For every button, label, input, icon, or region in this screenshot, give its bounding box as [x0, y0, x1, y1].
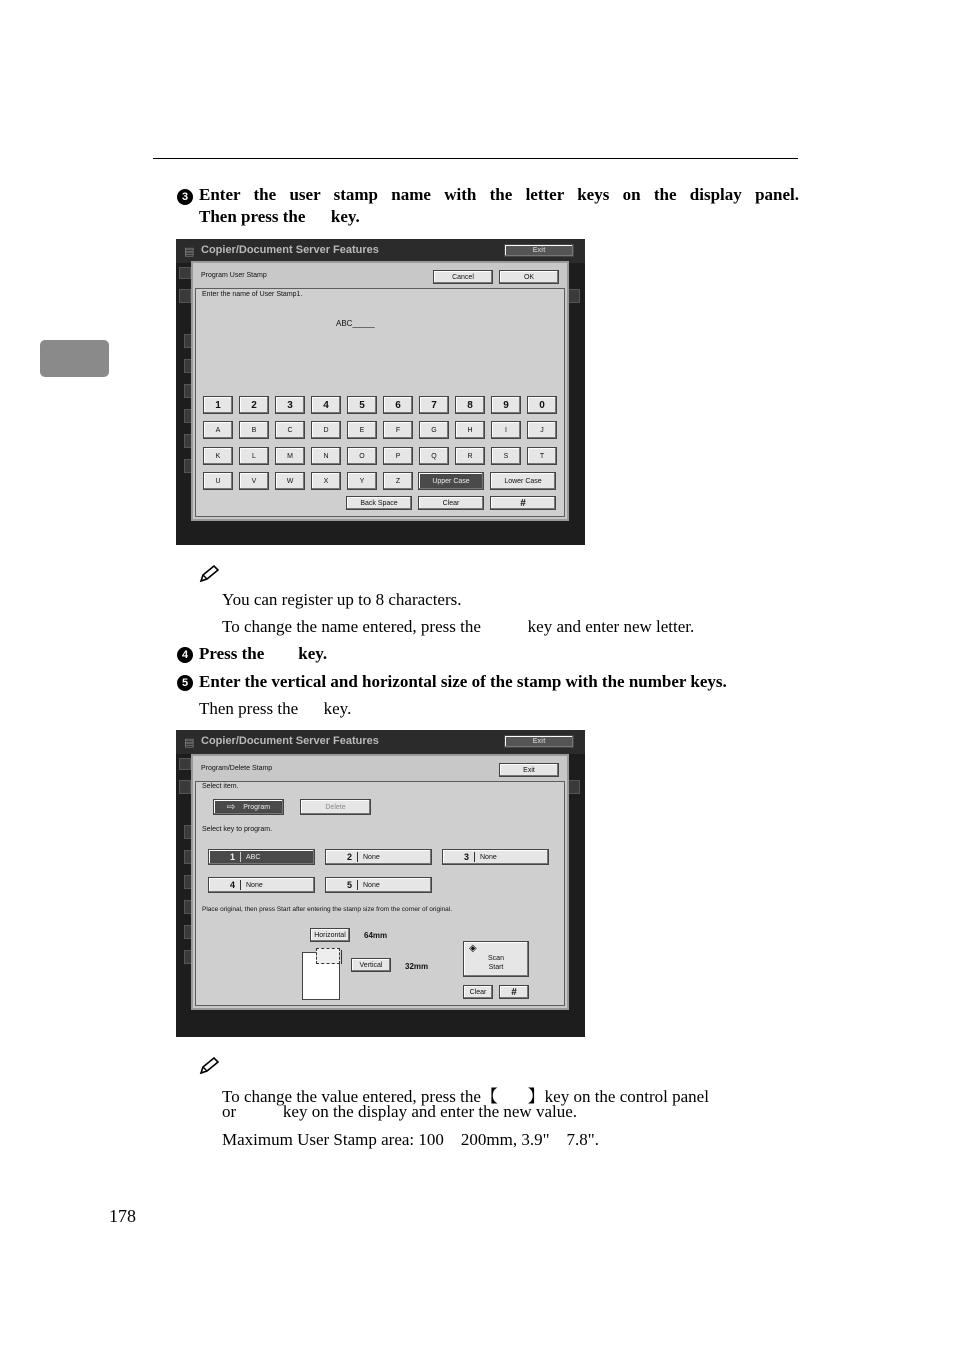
key-k[interactable]: K: [203, 447, 233, 465]
key-7[interactable]: 7: [419, 396, 449, 414]
stamp-key-3[interactable]: [442, 849, 549, 865]
clear-button[interactable]: Clear: [463, 985, 493, 999]
key-5[interactable]: 5: [347, 396, 377, 414]
stamp-key-number: 4: [229, 880, 235, 890]
horizontal-button[interactable]: Horizontal: [310, 928, 350, 942]
stamp-key-value: ABC: [246, 853, 261, 861]
step-4-text: Press the key.: [199, 644, 328, 663]
key-o[interactable]: O: [347, 447, 377, 465]
title-text: Copier/Document Server Features: [201, 244, 379, 256]
key-u[interactable]: U: [203, 472, 233, 490]
key-s[interactable]: S: [491, 447, 521, 465]
key-f[interactable]: F: [383, 421, 413, 439]
title-bar: [176, 239, 585, 263]
stamp-key-value: None: [363, 853, 380, 861]
key-d[interactable]: D: [311, 421, 341, 439]
header-rule: [153, 158, 798, 159]
key-c[interactable]: C: [275, 421, 305, 439]
screen-program-delete-stamp: [176, 730, 585, 1037]
exit-button[interactable]: Exit: [504, 735, 574, 748]
cancel-button[interactable]: Cancel: [433, 270, 493, 284]
menu-icon: ▤: [184, 737, 195, 749]
diamond-start-icon: ◈: [469, 943, 477, 954]
key-m[interactable]: M: [275, 447, 305, 465]
dialog: [191, 261, 569, 521]
key-x[interactable]: X: [311, 472, 341, 490]
key-a[interactable]: A: [203, 421, 233, 439]
scan-start-button[interactable]: [463, 941, 529, 977]
key-z[interactable]: Z: [383, 472, 413, 490]
back-space-button[interactable]: Back Space: [346, 496, 412, 510]
title-text: Copier/Document Server Features: [201, 735, 379, 747]
dialog-title: Program/Delete Stamp: [201, 765, 273, 772]
scan-label: Scan: [488, 955, 504, 962]
page-number: 178: [109, 1206, 136, 1226]
step-3-number: 3: [177, 189, 193, 205]
step-3-text-line1: Enter the user stamp name with the letter keys on the display panel.: [199, 185, 799, 204]
side-tab: [179, 780, 191, 794]
screen-program-user-stamp: [176, 239, 585, 545]
key-0[interactable]: 0: [527, 396, 557, 414]
key-g[interactable]: G: [419, 421, 449, 439]
key-b[interactable]: B: [239, 421, 269, 439]
chapter-tab: [40, 340, 109, 377]
note-max-area: Maximum User Stamp area: 100 200mm, 3.9" 7.8".: [222, 1130, 599, 1149]
key-2[interactable]: 2: [239, 396, 269, 414]
hash-button[interactable]: #: [490, 496, 556, 510]
side-tab: [568, 289, 580, 303]
key-e[interactable]: E: [347, 421, 377, 439]
program-label: Program: [243, 803, 271, 811]
entry-area: [195, 288, 565, 517]
upper-case-button[interactable]: Upper Case: [418, 472, 484, 490]
stamp-key-number: 2: [346, 852, 352, 862]
stamp-key-number: 1: [229, 852, 235, 862]
dialog: [191, 754, 569, 1010]
key-h[interactable]: H: [455, 421, 485, 439]
pencil-note-icon: [199, 1057, 219, 1075]
title-bar: [176, 730, 585, 754]
key-q[interactable]: Q: [419, 447, 449, 465]
key-n[interactable]: N: [311, 447, 341, 465]
menu-icon: ▤: [184, 246, 195, 258]
stamp-key-4[interactable]: [208, 877, 315, 893]
key-y[interactable]: Y: [347, 472, 377, 490]
key-p[interactable]: P: [383, 447, 413, 465]
stamp-key-number: 5: [346, 880, 352, 890]
key-l[interactable]: L: [239, 447, 269, 465]
stamp-key-value: None: [246, 881, 263, 889]
arrow-right-icon: ⇨: [226, 801, 236, 813]
horizontal-value: 64mm: [364, 931, 388, 940]
size-marker-line: [341, 950, 342, 964]
key-j[interactable]: J: [527, 421, 557, 439]
lower-case-button[interactable]: Lower Case: [490, 472, 556, 490]
key-w[interactable]: W: [275, 472, 305, 490]
side-tab: [179, 289, 191, 303]
note-change-value-line1: To change the value entered, press the【 】key on the control panel: [222, 1087, 709, 1106]
dialog-title: Program User Stamp: [201, 272, 267, 279]
exit-button[interactable]: Exit: [504, 244, 574, 257]
key-4[interactable]: 4: [311, 396, 341, 414]
key-9[interactable]: 9: [491, 396, 521, 414]
key-t[interactable]: T: [527, 447, 557, 465]
key-8[interactable]: 8: [455, 396, 485, 414]
name-entry-field[interactable]: ABC_____: [336, 319, 375, 328]
step-5-number: 5: [177, 675, 193, 691]
vertical-value: 32mm: [405, 962, 429, 971]
select-item-text: Select item.: [202, 783, 239, 790]
step-4-number: 4: [177, 647, 193, 663]
stamp-key-5[interactable]: [325, 877, 432, 893]
note-max-characters: You can register up to 8 characters.: [222, 590, 462, 609]
stamp-key-2[interactable]: [325, 849, 432, 865]
hash-button[interactable]: #: [499, 985, 529, 999]
side-tab: [179, 758, 191, 770]
start-label: Start: [488, 964, 504, 971]
side-tab: [179, 267, 191, 279]
program-button[interactable]: [213, 799, 284, 815]
key-v[interactable]: V: [239, 472, 269, 490]
stamp-key-value: None: [363, 881, 380, 889]
stamp-preview-box: [316, 948, 340, 964]
stamp-key-value: None: [480, 853, 497, 861]
place-original-text: Place original, then press Start after entering the stamp size from the corner of original.: [202, 906, 453, 913]
key-r[interactable]: R: [455, 447, 485, 465]
key-1[interactable]: 1: [203, 396, 233, 414]
instruction-text: Enter the name of User Stamp1.: [202, 291, 303, 298]
stamp-area: [195, 781, 565, 1006]
note-change-value-line2: or key on the display and enter the new value.: [222, 1102, 578, 1121]
ok-button[interactable]: OK: [499, 270, 559, 284]
key-3[interactable]: 3: [275, 396, 305, 414]
delete-button[interactable]: Delete: [300, 799, 371, 815]
side-tab: [568, 780, 580, 794]
step-3-text-line2: Then press the key.: [199, 207, 360, 226]
pencil-note-icon: [199, 565, 219, 583]
stamp-key-number: 3: [463, 852, 469, 862]
dialog-exit-button[interactable]: Exit: [499, 763, 559, 777]
vertical-button[interactable]: Vertical: [351, 958, 391, 972]
key-i[interactable]: I: [491, 421, 521, 439]
key-6[interactable]: 6: [383, 396, 413, 414]
step-5-text-line1: Enter the vertical and horizontal size of the stamp with the number keys.: [199, 672, 727, 691]
note-change-name: To change the name entered, press the key and enter new letter.: [222, 617, 695, 636]
step-5-text-line2: Then press the key.: [199, 699, 352, 718]
select-key-text: Select key to program.: [202, 826, 273, 833]
clear-button[interactable]: Clear: [418, 496, 484, 510]
stamp-key-1[interactable]: [208, 849, 315, 865]
